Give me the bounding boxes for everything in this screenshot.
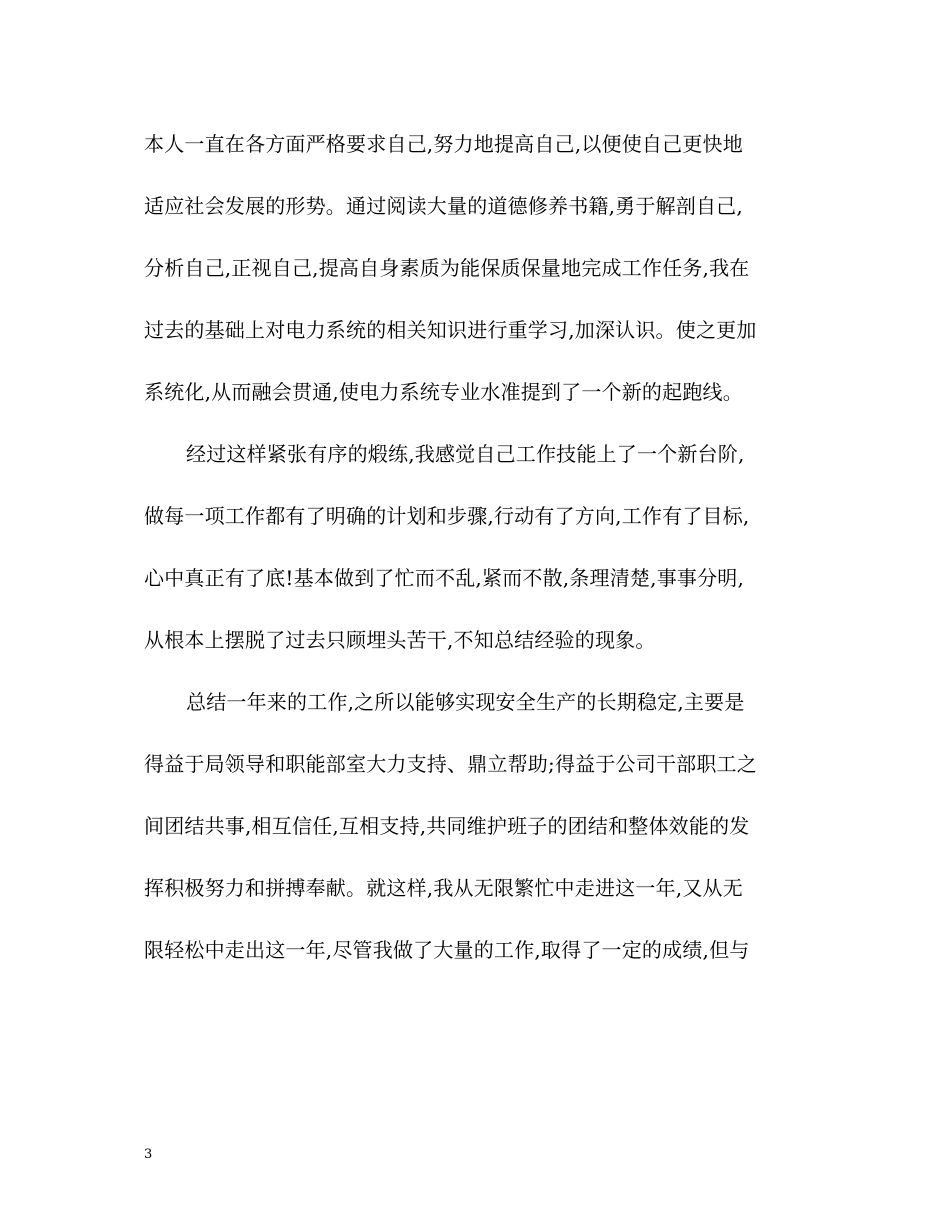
text-line-11: 得益于局领导和职能部室大力支持、鼎立帮助;得益于公司干部职工之 bbox=[144, 752, 757, 776]
text-line-2: 适应社会发展的形势。通过阅读大量的道德修养书籍,勇于解剖自己, bbox=[144, 194, 743, 218]
text-line-3: 分析自己,正视自己,提高自身素质为能保质保量地完成工作任务,我在 bbox=[144, 256, 750, 280]
text-line-1: 本人一直在各方面严格要求自己,努力地提高自己,以便使自己更快地 bbox=[144, 132, 743, 156]
text-line-12: 间团结共事,相互信任,互相支持,共同维护班子的团结和整体效能的发 bbox=[144, 814, 750, 838]
text-line-10: 总结一年来的工作,之所以能够实现安全生产的长期稳定,主要是 bbox=[186, 690, 745, 714]
text-line-6: 经过这样紧张有序的煅练,我感觉自己工作技能上了一个新台阶, bbox=[186, 442, 745, 466]
page-number: 3 bbox=[144, 1147, 153, 1162]
text-line-14: 限轻松中走出这一年,尽管我做了大量的工作,取得了一定的成绩,但与 bbox=[144, 938, 750, 962]
text-line-13: 挥积极努力和拼搏奉献。就这样,我从无限繁忙中走进这一年,又从无 bbox=[144, 876, 743, 900]
text-line-5: 系统化,从而融会贯通,使电力系统专业水准提到了一个新的起跑线。 bbox=[144, 380, 743, 404]
text-line-8: 心中真正有了底!基本做到了忙而不乱,紧而不散,条理清楚,事事分明, bbox=[144, 566, 745, 590]
text-line-7: 做每一项工作都有了明确的计划和步骤,行动有了方向,工作有了目标, bbox=[144, 504, 750, 528]
text-line-4: 过去的基础上对电力系统的相关知识进行重学习,加深认识。使之更加 bbox=[144, 318, 757, 342]
text-line-9: 从根本上摆脱了过去只顾埋头苦干,不知总结经验的现象。 bbox=[144, 628, 656, 652]
